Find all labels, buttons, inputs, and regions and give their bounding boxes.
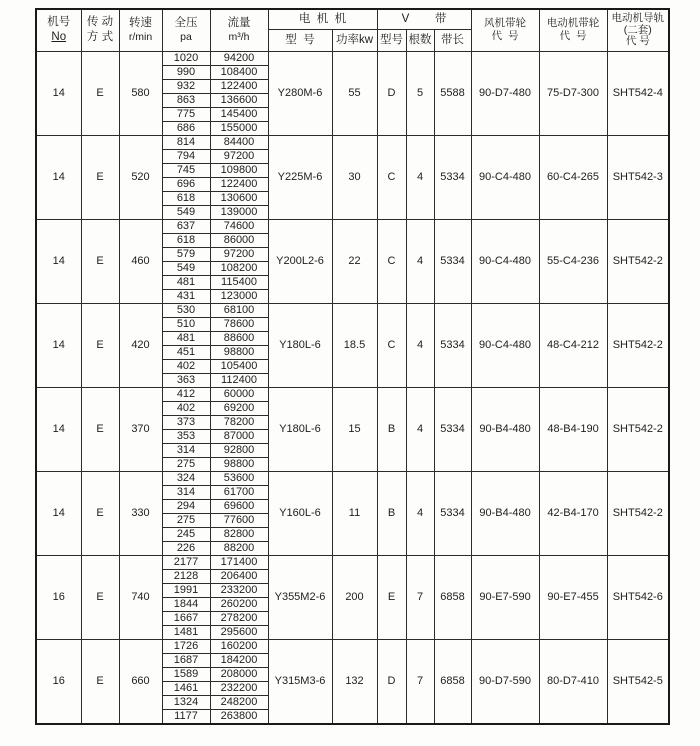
flow-cell: 295600: [210, 625, 268, 639]
motor-model-cell: Y180L-6: [268, 387, 332, 471]
motor-pulley-cell: 48-B4-190: [539, 387, 607, 471]
pressure-cell: 363: [162, 373, 210, 387]
flow-cell: 206400: [210, 569, 268, 583]
pressure-cell: 275: [162, 513, 210, 527]
pressure-cell: 2128: [162, 569, 210, 583]
pressure-cell: 1687: [162, 653, 210, 667]
flow-cell: 98800: [210, 457, 268, 471]
flow-cell: 184200: [210, 653, 268, 667]
pressure-cell: 863: [162, 93, 210, 107]
flow-cell: 88600: [210, 331, 268, 345]
motor-rail-cell: SHT542-4: [607, 51, 669, 135]
motor-pulley-cell: 55-C4-236: [539, 219, 607, 303]
pressure-cell: 1177: [162, 709, 210, 724]
pressure-cell: 990: [162, 65, 210, 79]
flow-cell: 109800: [210, 163, 268, 177]
motor-model-cell: Y315M3-6: [268, 639, 332, 724]
motor-pulley-cell: 80-D7-410: [539, 639, 607, 724]
speed-cell: 740: [119, 555, 162, 639]
motor-power-cell: 22: [332, 219, 377, 303]
drive-mode-cell: E: [81, 639, 119, 724]
flow-cell: 145400: [210, 107, 268, 121]
fan-pulley-cell: 90-C4-480: [471, 219, 539, 303]
header-speed-unit: r/min: [128, 30, 153, 43]
flow-cell: 86000: [210, 233, 268, 247]
belt-length-cell: 5334: [434, 135, 471, 219]
pressure-cell: 431: [162, 289, 210, 303]
header-pressure-unit: pa: [180, 30, 192, 43]
header-machine-no-en: No: [51, 31, 67, 44]
motor-power-cell: 55: [332, 51, 377, 135]
flow-cell: 260200: [210, 597, 268, 611]
header-motor-rail-line1: 电动机导轨: [611, 12, 665, 25]
header-motor-rail-line3: 代 号: [625, 34, 650, 47]
pressure-cell: 775: [162, 107, 210, 121]
motor-rail-cell: SHT542-6: [607, 555, 669, 639]
flow-cell: 123000: [210, 289, 268, 303]
pressure-cell: 1461: [162, 681, 210, 695]
flow-cell: 232200: [210, 681, 268, 695]
pressure-cell: 794: [162, 149, 210, 163]
header-vbelt-model-label: 型号: [380, 33, 403, 46]
table-row: [36, 387, 669, 401]
flow-cell: 97200: [210, 247, 268, 261]
belt-count-cell: 7: [406, 639, 434, 724]
motor-power-cell: 18.5: [332, 303, 377, 387]
pressure-cell: 579: [162, 247, 210, 261]
flow-cell: 97200: [210, 149, 268, 163]
machine-no-cell: 14: [36, 51, 81, 135]
belt-length-cell: 5588: [434, 51, 471, 135]
flow-cell: 160200: [210, 639, 268, 653]
table-row: [36, 639, 669, 653]
pressure-cell: 1667: [162, 611, 210, 625]
drive-mode-cell: E: [81, 471, 119, 555]
motor-rail-cell: SHT542-2: [607, 303, 669, 387]
pressure-cell: 814: [162, 135, 210, 149]
belt-type-cell: B: [377, 471, 406, 555]
motor-power-cell: 11: [332, 471, 377, 555]
flow-cell: 122400: [210, 177, 268, 191]
flow-cell: 78200: [210, 415, 268, 429]
belt-type-cell: C: [377, 219, 406, 303]
motor-pulley-cell: 75-D7-300: [539, 51, 607, 135]
motor-model-cell: Y200L2-6: [268, 219, 332, 303]
motor-pulley-cell: 48-C4-212: [539, 303, 607, 387]
flow-cell: 155000: [210, 121, 268, 135]
pressure-cell: 402: [162, 401, 210, 415]
header-motor-pulley: [539, 9, 607, 51]
flow-cell: 233200: [210, 583, 268, 597]
fan-pulley-cell: 90-C4-480: [471, 303, 539, 387]
pressure-cell: 451: [162, 345, 210, 359]
speed-cell: 420: [119, 303, 162, 387]
pressure-cell: 618: [162, 233, 210, 247]
belt-length-cell: 5334: [434, 303, 471, 387]
speed-cell: 370: [119, 387, 162, 471]
flow-cell: 112400: [210, 373, 268, 387]
belt-count-cell: 4: [406, 219, 434, 303]
flow-cell: 130600: [210, 191, 268, 205]
belt-type-cell: B: [377, 387, 406, 471]
machine-no-cell: 14: [36, 471, 81, 555]
flow-cell: 61700: [210, 485, 268, 499]
pressure-cell: 549: [162, 205, 210, 219]
header-motor-group-label: 电 机 机: [298, 12, 347, 25]
flow-cell: 278200: [210, 611, 268, 625]
header-motor-pulley-line2: 代 号: [559, 30, 587, 43]
belt-count-cell: 4: [406, 387, 434, 471]
pressure-cell: 1020: [162, 51, 210, 65]
drive-mode-cell: E: [81, 219, 119, 303]
pressure-cell: 324: [162, 471, 210, 485]
belt-type-cell: E: [377, 555, 406, 639]
flow-cell: 82800: [210, 527, 268, 541]
flow-cell: 69600: [210, 499, 268, 513]
pressure-cell: 745: [162, 163, 210, 177]
header-speed-cn: 转速: [129, 16, 152, 29]
flow-cell: 139000: [210, 205, 268, 219]
pressure-cell: 1844: [162, 597, 210, 611]
fan-spec-table: [35, 8, 670, 725]
header-pressure: [162, 9, 210, 51]
belt-length-cell: 5334: [434, 219, 471, 303]
flow-cell: 88200: [210, 541, 268, 555]
header-fan-pulley-line2: 代 号: [491, 30, 519, 43]
pressure-cell: 245: [162, 527, 210, 541]
motor-rail-cell: SHT542-2: [607, 219, 669, 303]
drive-mode-cell: E: [81, 51, 119, 135]
belt-length-cell: 5334: [434, 471, 471, 555]
header-motor-model: [268, 29, 332, 51]
flow-cell: 77600: [210, 513, 268, 527]
fan-pulley-cell: 90-D7-480: [471, 51, 539, 135]
header-motor-model-label: 型 号: [285, 33, 315, 46]
pressure-cell: 932: [162, 79, 210, 93]
motor-model-cell: Y160L-6: [268, 471, 332, 555]
machine-no-cell: 14: [36, 219, 81, 303]
flow-cell: 115400: [210, 275, 268, 289]
header-motor-rail: [607, 9, 669, 51]
flow-cell: 53600: [210, 471, 268, 485]
belt-type-cell: C: [377, 135, 406, 219]
belt-type-cell: D: [377, 639, 406, 724]
motor-rail-cell: SHT542-2: [607, 387, 669, 471]
pressure-cell: 412: [162, 387, 210, 401]
pressure-cell: 373: [162, 415, 210, 429]
flow-cell: 84400: [210, 135, 268, 149]
flow-cell: 136600: [210, 93, 268, 107]
table-row: [36, 51, 669, 65]
pressure-cell: 314: [162, 485, 210, 499]
table-row: [36, 135, 669, 149]
machine-no-cell: 14: [36, 303, 81, 387]
pressure-cell: 1991: [162, 583, 210, 597]
motor-rail-cell: SHT542-5: [607, 639, 669, 724]
flow-cell: 74600: [210, 219, 268, 233]
belt-type-cell: D: [377, 51, 406, 135]
pressure-cell: 686: [162, 121, 210, 135]
drive-mode-cell: E: [81, 555, 119, 639]
header-vbelt-group: [377, 9, 471, 29]
fan-pulley-cell: 90-D7-590: [471, 639, 539, 724]
header-flow-unit: m³/h: [228, 30, 250, 43]
flow-cell: 105400: [210, 359, 268, 373]
header-vbelt-count: [406, 29, 434, 51]
speed-cell: 520: [119, 135, 162, 219]
motor-pulley-cell: 90-E7-455: [539, 555, 607, 639]
header-drive-line2: 方 式: [86, 31, 114, 44]
belt-length-cell: 6858: [434, 555, 471, 639]
flow-cell: 60000: [210, 387, 268, 401]
pressure-cell: 1324: [162, 695, 210, 709]
flow-cell: 87000: [210, 429, 268, 443]
flow-cell: 98800: [210, 345, 268, 359]
header-vbelt-group-label: V 带: [401, 12, 447, 25]
motor-pulley-cell: 42-B4-170: [539, 471, 607, 555]
pressure-cell: 1589: [162, 667, 210, 681]
belt-count-cell: 4: [406, 135, 434, 219]
drive-mode-cell: E: [81, 387, 119, 471]
flow-cell: 122400: [210, 79, 268, 93]
motor-model-cell: Y225M-6: [268, 135, 332, 219]
header-motor-pulley-line1: 电动机带轮: [546, 16, 600, 29]
table-header: [36, 9, 669, 51]
header-motor-power-label: 功率kw: [335, 33, 374, 46]
header-machine-no-cn: 机号: [47, 16, 71, 29]
header-drive-line1: 传 动: [86, 16, 114, 29]
pressure-cell: 549: [162, 261, 210, 275]
flow-cell: 68100: [210, 303, 268, 317]
pressure-cell: 226: [162, 541, 210, 555]
header-flow: [210, 9, 268, 51]
machine-no-cell: 16: [36, 639, 81, 724]
flow-cell: 94200: [210, 51, 268, 65]
header-fan-pulley: [471, 9, 539, 51]
belt-count-cell: 7: [406, 555, 434, 639]
speed-cell: 460: [119, 219, 162, 303]
fan-pulley-cell: 90-B4-480: [471, 471, 539, 555]
speed-cell: 580: [119, 51, 162, 135]
belt-count-cell: 4: [406, 471, 434, 555]
pressure-cell: 294: [162, 499, 210, 513]
pressure-cell: 637: [162, 219, 210, 233]
pressure-cell: 1481: [162, 625, 210, 639]
pressure-cell: 481: [162, 275, 210, 289]
drive-mode-cell: E: [81, 135, 119, 219]
belt-count-cell: 4: [406, 303, 434, 387]
motor-model-cell: Y355M2-6: [268, 555, 332, 639]
motor-power-cell: 200: [332, 555, 377, 639]
motor-power-cell: 30: [332, 135, 377, 219]
belt-type-cell: C: [377, 303, 406, 387]
flow-cell: 108200: [210, 261, 268, 275]
header-speed: [119, 9, 162, 51]
header-vbelt-length-label: 带长: [441, 33, 465, 46]
flow-cell: 92800: [210, 443, 268, 457]
fan-pulley-cell: 90-C4-480: [471, 135, 539, 219]
header-motor-power: [332, 29, 377, 51]
flow-cell: 248200: [210, 695, 268, 709]
speed-cell: 330: [119, 471, 162, 555]
motor-power-cell: 15: [332, 387, 377, 471]
belt-length-cell: 6858: [434, 639, 471, 724]
header-vbelt-model: [377, 29, 406, 51]
header-motor-group: [268, 9, 377, 29]
flow-cell: 78600: [210, 317, 268, 331]
motor-model-cell: Y280M-6: [268, 51, 332, 135]
flow-cell: 171400: [210, 555, 268, 569]
header-vbelt-length: [434, 29, 471, 51]
pressure-cell: 314: [162, 443, 210, 457]
flow-cell: 69200: [210, 401, 268, 415]
motor-model-cell: Y180L-6: [268, 303, 332, 387]
pressure-cell: 1726: [162, 639, 210, 653]
motor-rail-cell: SHT542-3: [607, 135, 669, 219]
header-drive: [81, 9, 119, 51]
flow-cell: 108400: [210, 65, 268, 79]
pressure-cell: 530: [162, 303, 210, 317]
table-row: [36, 471, 669, 485]
fan-pulley-cell: 90-B4-480: [471, 387, 539, 471]
pressure-cell: 402: [162, 359, 210, 373]
motor-rail-cell: SHT542-2: [607, 471, 669, 555]
table-row: [36, 303, 669, 317]
flow-cell: 263800: [210, 709, 268, 724]
header-machine-no: [36, 9, 81, 51]
pressure-cell: 696: [162, 177, 210, 191]
belt-length-cell: 5334: [434, 387, 471, 471]
flow-cell: 208000: [210, 667, 268, 681]
motor-power-cell: 132: [332, 639, 377, 724]
pressure-cell: 275: [162, 457, 210, 471]
header-fan-pulley-line1: 风机带轮: [484, 16, 527, 29]
header-vbelt-count-label: 根数: [408, 33, 432, 46]
header-flow-cn: 流量: [227, 16, 251, 29]
speed-cell: 660: [119, 639, 162, 724]
table-row: [36, 555, 669, 569]
pressure-cell: 353: [162, 429, 210, 443]
machine-no-cell: 14: [36, 135, 81, 219]
header-pressure-cn: 全压: [174, 16, 198, 29]
pressure-cell: 618: [162, 191, 210, 205]
header-motor-rail-line2: (二套): [623, 23, 652, 36]
pressure-cell: 510: [162, 317, 210, 331]
table-body: [36, 51, 669, 724]
motor-pulley-cell: 60-C4-265: [539, 135, 607, 219]
machine-no-cell: 16: [36, 555, 81, 639]
drive-mode-cell: E: [81, 303, 119, 387]
belt-count-cell: 5: [406, 51, 434, 135]
pressure-cell: 481: [162, 331, 210, 345]
pressure-cell: 2177: [162, 555, 210, 569]
machine-no-cell: 14: [36, 387, 81, 471]
fan-pulley-cell: 90-E7-590: [471, 555, 539, 639]
table-row: [36, 219, 669, 233]
